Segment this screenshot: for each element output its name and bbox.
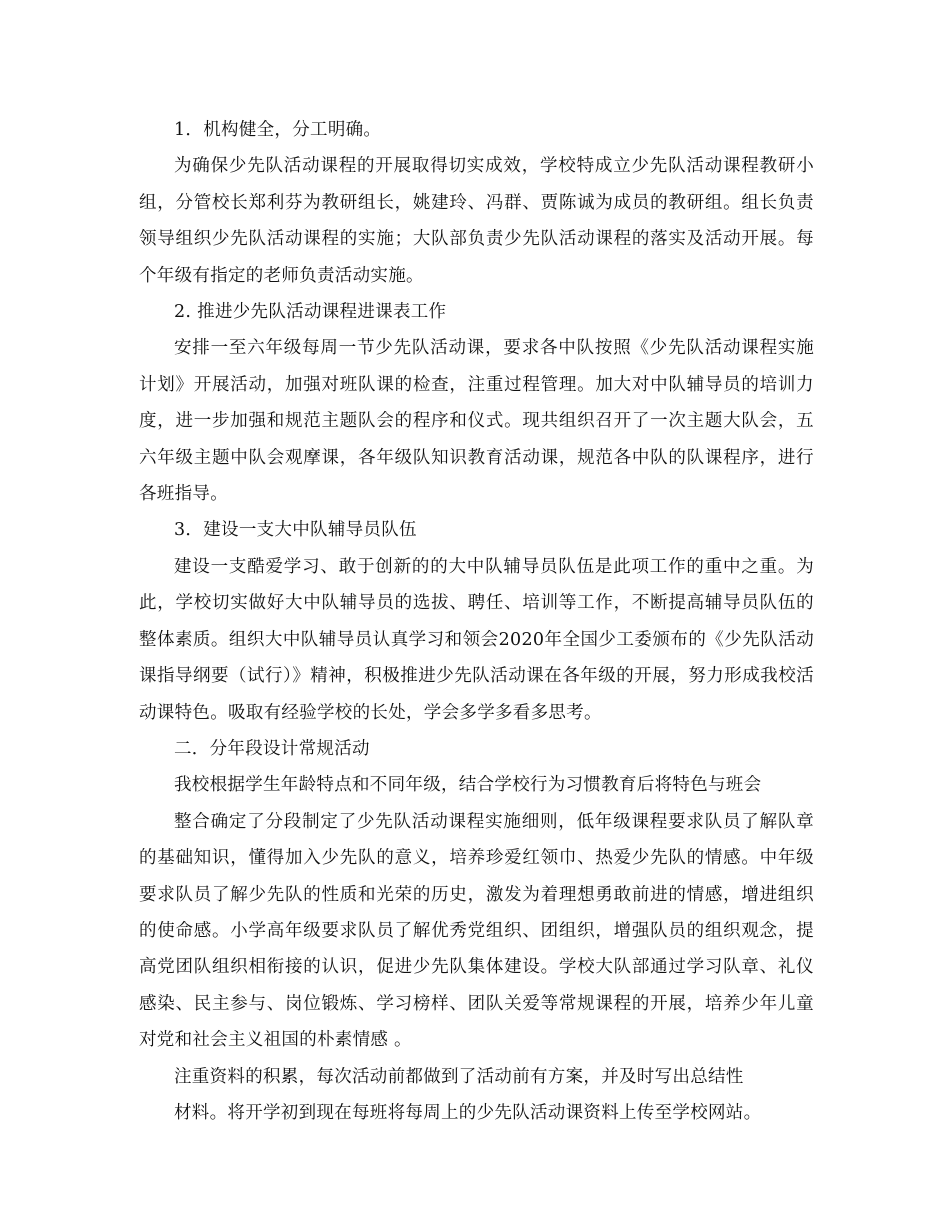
paragraph-grade-activities-intro: 我校根据学生年龄特点和不同年级，结合学校行为习惯教育后将特色与班会 — [174, 775, 762, 796]
section-heading-2: 2. 推进少先队活动课程进课表工作 — [174, 302, 447, 323]
paragraph-organization: 为确保少先队活动课程的开展取得切实成效，学校特成立少先队活动课程教研小组，分管校长郑利芬为教研组长，姚建玲、冯群、贾陈诚为成员的教研组。组长负责领导组织少先队活动课程的实施；大队部负责少先队活动课程的落实及活动开展。每个年级有指定的老师负责活动实施。 — [139, 156, 814, 286]
paragraph-upload: 材料。将开学初到现在每班将每周上的少先队活动课资料上传至学校网站。 — [174, 1102, 762, 1123]
paragraph-records: 注重资料的积累，每次活动前都做到了活动前有方案，并及时写出总结性 — [174, 1066, 744, 1087]
paragraph-schedule: 安排一至六年级每周一节少先队活动课，要求各中队按照《少先队活动课程实施计划》开展活动，加强对班队课的检查，注重过程管理。加大对中队辅导员的培训力度，进一步加强和规范主题队会的程序和仪式。现共组织召开了一次主题大队会，五六年级主题中队会观摩课，各年级队知识教育活动课，规范各中队的队课程序，进行各班指导。 — [139, 338, 814, 505]
section-heading-1: 1．机构健全，分工明确。 — [174, 120, 382, 140]
section-heading-part-2: 二．分年段设计常规活动 — [174, 738, 370, 759]
paragraph-counselor-team: 建设一支酷爱学习、敢于创新的的大中队辅导员队伍是此项工作的重中之重。为此，学校切实做好大中队辅导员的选拔、聘任、培训等工作，不断提高辅导员队伍的整体素质。组织大中队辅导员认真学习和领会2020年全国少工委颁布的《少先队活动课指导纲要（试行）》精神，积极推进少先队活动课在各年级的开展，努力形成我校活动课特色。吸取有经验学校的长处，学会多学多看多思考。 — [139, 556, 814, 723]
paragraph-grade-activities: 整合确定了分段制定了少先队活动课程实施细则，低年级课程要求队员了解队章的基础知识，懂得加入少先队的意义，培养珍爱红领巾、热爱少先队的情感。中年级要求队员了解少先队的性质和光荣的历史，激发为着理想勇敢前进的情感，增进组织的使命感。小学高年级要求队员了解优秀党组织、团组织，增强队员的组织观念，提高党团队组织相衔接的认识，促进少先队集体建设。学校大队部通过学习队章、礼仪感染、民主参与、岗位锻炼、学习榜样、团队关爱等常规课程的开展，培养少年儿童对党和社会主义祖国的朴素情感 。 — [139, 811, 814, 1051]
section-heading-3: 3．建设一支大中队辅导员队伍 — [174, 520, 417, 541]
document-body — [139, 112, 814, 1131]
